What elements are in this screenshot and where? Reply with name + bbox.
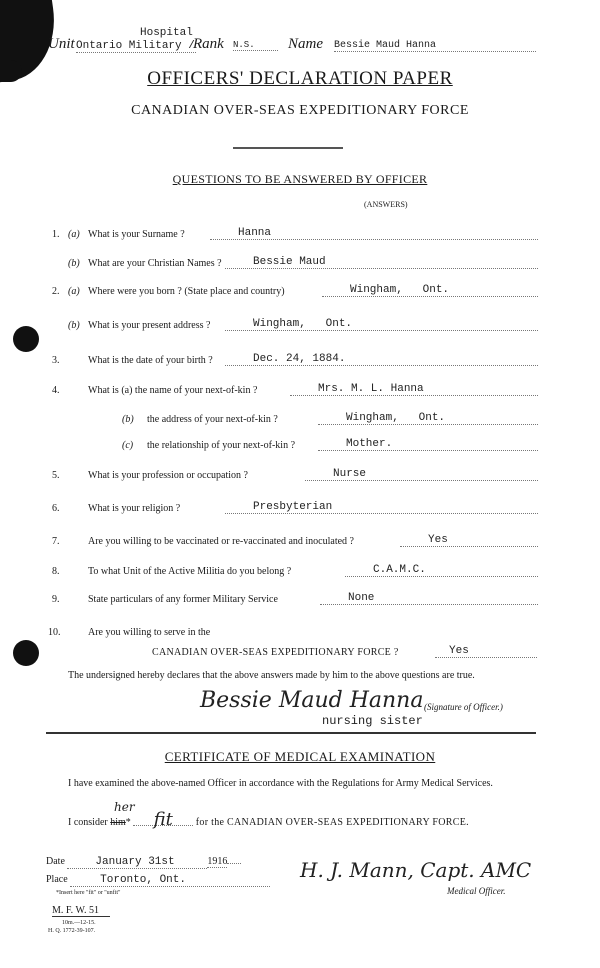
question-subletter: (c) <box>122 440 134 451</box>
question-row <box>0 258 600 272</box>
question-row <box>0 627 600 641</box>
question-text: What is your present address ? <box>88 320 211 331</box>
q10-answer: Yes <box>435 645 537 658</box>
punch-hole <box>13 640 39 666</box>
question-row <box>0 414 600 428</box>
question-number: 10. <box>48 627 61 638</box>
question-number: 5. <box>52 470 60 481</box>
question-answer: Wingham, Ont. <box>225 318 538 331</box>
section-divider <box>46 732 536 734</box>
question-row <box>0 286 600 300</box>
date-label: Date <box>46 856 65 867</box>
form-meta-1: 10m.—12-15. <box>62 920 96 926</box>
question-number: 2. <box>52 286 60 297</box>
question-row <box>0 536 600 550</box>
divider <box>233 147 343 149</box>
question-row <box>0 440 600 454</box>
medical-officer-signature: H. J. Mann, Capt. AMC <box>300 858 532 882</box>
struck-word: him <box>110 817 126 828</box>
question-row <box>0 566 600 580</box>
page-subtitle: CANADIAN OVER-SEAS EXPEDITIONARY FORCE <box>131 103 469 118</box>
question-row <box>0 355 600 369</box>
question-answer: Mother. <box>318 438 538 451</box>
question-text: What is the date of your birth ? <box>88 355 213 366</box>
question-text: What is your religion ? <box>88 503 181 514</box>
officer-title: nursing sister <box>322 714 423 728</box>
question-number: 1. <box>52 229 60 240</box>
question-number: 7. <box>52 536 60 547</box>
header-line <box>48 36 538 54</box>
medical-heading: CERTIFICATE OF MEDICAL EXAMINATION <box>164 749 436 764</box>
place-line <box>46 874 270 887</box>
name-label: Name <box>288 36 323 52</box>
question-answer: Wingham, Ont. <box>322 284 538 297</box>
question-answer: Hanna <box>210 227 538 240</box>
question-answer: Nurse <box>305 468 538 481</box>
signature-caption: (Signature of Officer.) <box>424 702 503 712</box>
place-label: Place <box>46 874 68 885</box>
date-line <box>46 856 241 869</box>
consider-suffix: for the CANADIAN OVER-SEAS EXPEDITIONARY FORCE. <box>195 817 469 828</box>
question-text: Where were you born ? (State place and country) <box>88 286 285 297</box>
fit-value: fit <box>133 815 193 826</box>
question-answer: C.A.M.C. <box>345 564 538 577</box>
date-value: January 31st <box>67 856 207 869</box>
question-text: What is (a) the name of your next-of-kin ? <box>88 385 258 396</box>
question-answer: Presbyterian <box>225 501 538 514</box>
question-subletter: (b) <box>122 414 134 425</box>
question-number: 4. <box>52 385 60 396</box>
question-answer: Mrs. M. L. Hanna <box>290 383 538 396</box>
question-row <box>0 470 600 484</box>
question-subletter: (b) <box>68 320 80 331</box>
question-text: Are you willing to serve in the <box>88 627 211 638</box>
answers-label: (ANSWERS) <box>364 200 408 209</box>
question-number: 6. <box>52 503 60 514</box>
question-subletter: (b) <box>68 258 80 269</box>
q10-line2: CANADIAN OVER-SEAS EXPEDITIONARY FORCE ? <box>152 647 399 658</box>
consider-prefix: I consider <box>68 817 108 828</box>
question-text: What is your profession or occupation ? <box>88 470 248 481</box>
unit-value-top: Hospital <box>140 27 193 39</box>
question-subletter: (a) <box>68 229 80 240</box>
place-value: Toronto, Ont. <box>70 874 270 887</box>
question-row <box>0 320 600 334</box>
question-answer: None <box>320 592 538 605</box>
question-number: 3. <box>52 355 60 366</box>
question-subletter: (a) <box>68 286 80 297</box>
unit-label: Unit <box>48 36 75 52</box>
question-answer: Dec. 24, 1884. <box>225 353 538 366</box>
question-number: 8. <box>52 566 60 577</box>
page-title: OFFICERS' DECLARATION PAPER <box>147 68 453 89</box>
rank-value: N.S. <box>233 40 278 51</box>
question-answer: Bessie Maud <box>225 256 538 269</box>
declaration-text: The undersigned hereby declares that the above answers made by him to the above questions are true. <box>68 670 475 681</box>
question-text: the relationship of your next-of-kin ? <box>147 440 296 451</box>
unit-value: Ontario Military / <box>76 40 195 52</box>
rank-label: Rank <box>193 36 224 52</box>
officer-signature: Bessie Maud Hanna <box>200 688 424 713</box>
question-answer: Yes <box>400 534 538 547</box>
question-text: State particulars of any former Military Service <box>88 594 278 605</box>
date-year: 1916 <box>207 856 228 867</box>
question-number: 9. <box>52 594 60 605</box>
footnote: *Insert here "fit" or "unfit" <box>56 890 121 896</box>
questions-heading: QUESTIONS TO BE ANSWERED BY OFFICER <box>172 172 428 186</box>
question-text: Are you willing to be vaccinated or re-vaccinated and inoculated ? <box>88 536 354 547</box>
question-row <box>0 229 600 243</box>
question-row <box>0 503 600 517</box>
form-code: M. F. W. 51 <box>52 905 110 917</box>
medical-officer-caption: Medical Officer. <box>447 886 506 896</box>
inserted-word: her <box>114 800 135 814</box>
name-value: Bessie Maud Hanna <box>334 40 536 52</box>
consider-line: I consider him* fit for the CANADIAN OVER-SEAS EXPEDITIONARY FORCE. <box>68 809 469 830</box>
form-meta-2: H. Q. 1772-39-107. <box>48 928 96 934</box>
question-text: the address of your next-of-kin ? <box>147 414 278 425</box>
question-row <box>0 385 600 399</box>
question-answer: Wingham, Ont. <box>318 412 538 425</box>
question-text: What are your Christian Names ? <box>88 258 222 269</box>
question-text: What is your Surname ? <box>88 229 185 240</box>
medical-paragraph: I have examined the above-named Officer in accordance with the Regulations for Army Medical Services. <box>68 778 493 789</box>
question-text: To what Unit of the Active Militia do you belong ? <box>88 566 292 577</box>
question-row <box>0 594 600 608</box>
